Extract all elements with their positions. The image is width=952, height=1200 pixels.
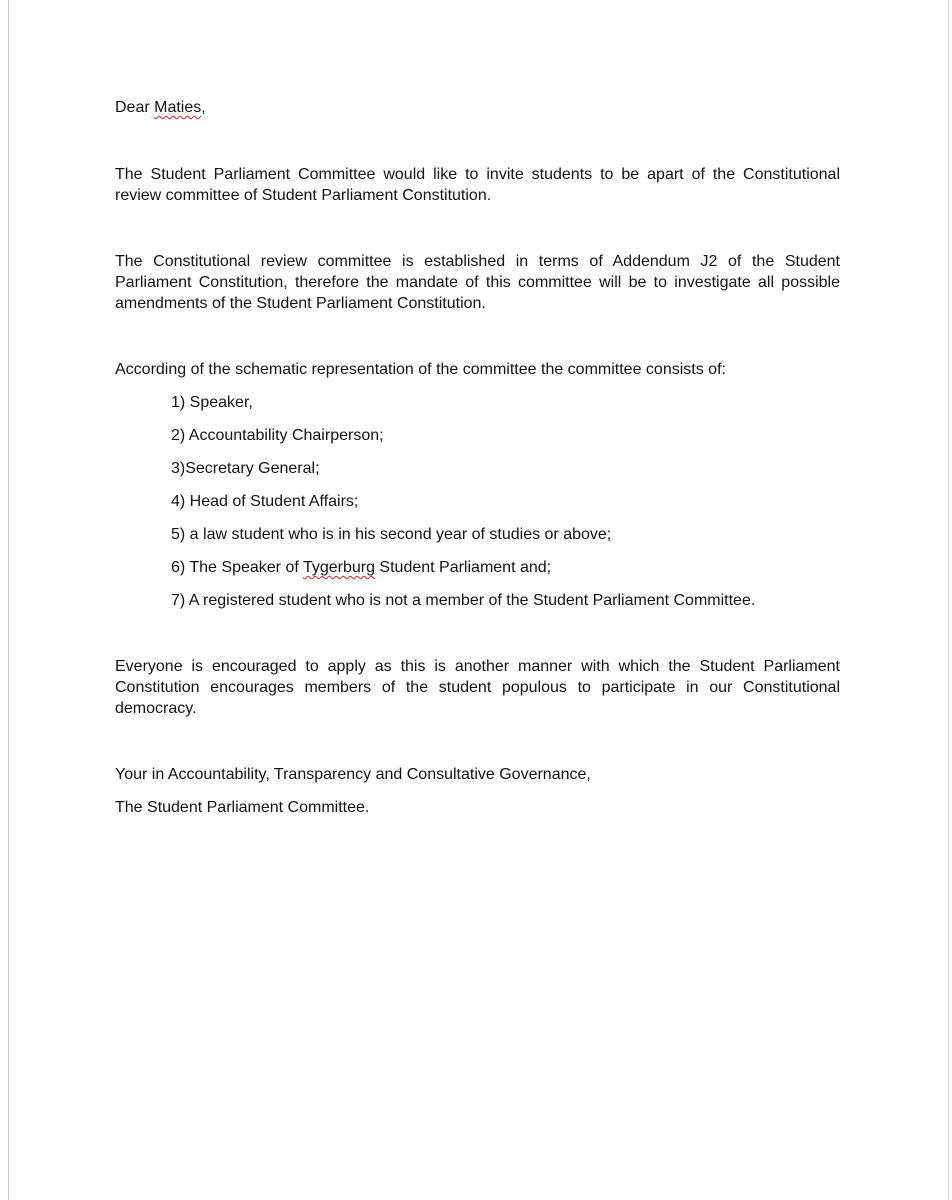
closing-line: Your in Accountability, Transparency and Consultative Governance, <box>115 766 591 783</box>
misspelled-word: Tygerburg <box>302 559 375 576</box>
list-item: 4) Head of Student Affairs; <box>171 493 359 510</box>
list-item <box>171 557 840 578</box>
greeting-suffix: , <box>201 99 206 116</box>
invitation-paragraph: The Student Parliament Committee would like to invite students to be apart of the Constitutional review committee of Student Parliament Constitution. <box>115 166 840 204</box>
letter-body <box>115 97 840 818</box>
signature-line: The Student Parliament Committee. <box>115 799 370 816</box>
committee-list-intro: According of the schematic representation of the committee the committee consists of: <box>115 361 726 378</box>
list-item: 3)Secretary General; <box>171 460 320 477</box>
list-item: 5) a law student who is in his second year of studies or above; <box>171 526 612 543</box>
list-item: 1) Speaker, <box>171 394 253 411</box>
page-edge-right <box>948 0 949 1200</box>
mandate-paragraph: The Constitutional review committee is established in terms of Addendum J2 of the Student Parliament Constitution, therefore the mandate of this committee will be to investigate all possible amendments of the Student Parliament Constitution. <box>115 253 840 312</box>
list-item: 2) Accountability Chairperson; <box>171 427 384 444</box>
greeting-prefix: Dear <box>115 99 155 116</box>
list-item-suffix: Student Parliament and; <box>374 559 552 576</box>
encouragement-paragraph: Everyone is encouraged to apply as this is another manner with which the Student Parliament Constitution encourages members of the student populous to participate in our Constitutional democracy. <box>115 658 840 717</box>
list-item-prefix: 6) The Speaker of <box>171 559 303 576</box>
page-edge-left <box>8 0 9 1200</box>
greeting-name-misspelled: Maties <box>154 99 202 116</box>
greeting <box>115 97 840 118</box>
list-item: 7) A registered student who is not a member of the Student Parliament Committee. <box>171 592 756 609</box>
committee-member-list <box>115 392 840 611</box>
